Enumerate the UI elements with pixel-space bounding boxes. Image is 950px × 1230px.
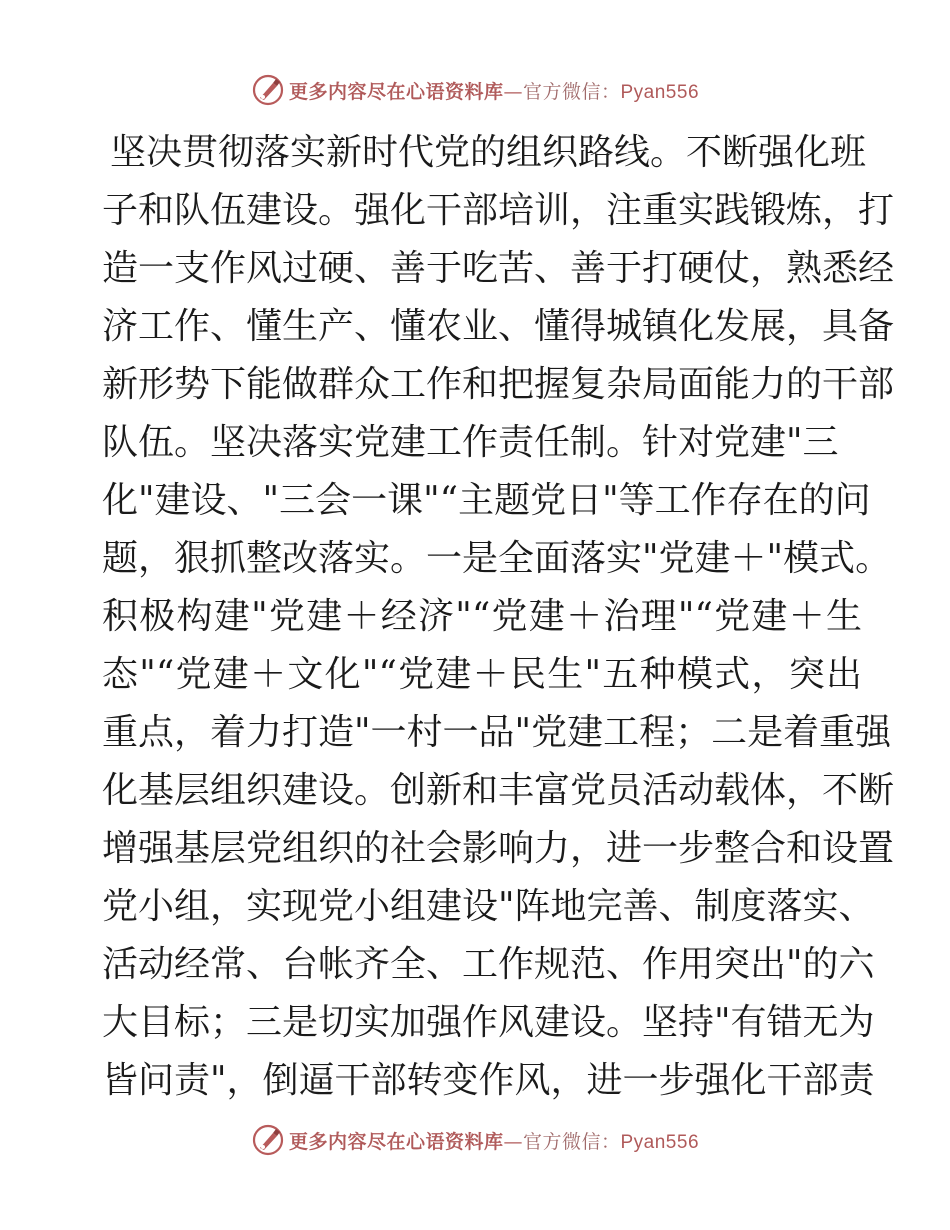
body-line: 题，狠抓整改落实。一是全面落实"党建＋"模式。	[102, 538, 892, 579]
body-line: 重点，着力打造"一村一品"党建工程；二是着重强	[102, 712, 892, 753]
body-line: 造一支作风过硬、善于吃苦、善于打硬仗，熟悉经	[102, 248, 895, 289]
body-line: 增强基层党组织的社会影响力，进一步整合和设置	[102, 828, 895, 869]
header-banner-text	[289, 77, 699, 104]
footer-wechat-label: 官方微信：	[522, 1130, 621, 1153]
body-line: 化"建设、"三会一课"“主题党日"等工作存在的问	[102, 480, 871, 521]
body-line: 新形势下能做群众工作和把握复杂局面能力的干部	[102, 364, 895, 405]
body-line: 态"“党建＋文化"“党建＋民生"五种模式，突出	[102, 654, 862, 695]
body-line: 坚决贯彻落实新时代党的组织路线。不断强化班	[110, 132, 867, 173]
footer-banner-text	[289, 1127, 699, 1154]
fountain-pen-logo-icon	[251, 1123, 285, 1157]
body-line: 大目标；三是切实加强作风建设。坚持"有错无为	[102, 1002, 875, 1043]
header-banner-label: 更多内容尽在心语资料库	[288, 80, 504, 103]
header-banner-dash: —	[503, 80, 523, 103]
body-line: 化基层组织建设。创新和丰富党员活动载体，不断	[102, 770, 895, 811]
body-line: 党小组，实现党小组建设"阵地完善、制度落实、	[102, 886, 875, 927]
body-line: 子和队伍建设。强化干部培训，注重实践锻炼，打	[102, 190, 895, 231]
header-wechat-id: Pyan556	[620, 81, 700, 103]
document-body	[102, 124, 895, 1110]
header-banner	[0, 68, 950, 112]
footer-wechat-id: Pyan556	[620, 1131, 700, 1153]
header-wechat-label: 官方微信：	[522, 80, 621, 103]
body-line: 队伍。坚决落实党建工作责任制。针对党建"三	[102, 422, 839, 463]
body-line: 济工作、懂生产、懂农业、懂得城镇化发展，具备	[102, 306, 895, 347]
body-line: 积极构建"党建＋经济"“党建＋治理"“党建＋生	[102, 596, 862, 637]
fountain-pen-logo-icon	[251, 73, 285, 107]
footer-banner	[0, 1118, 950, 1162]
body-line: 皆问责"，倒逼干部转变作风，进一步强化干部责	[102, 1060, 875, 1101]
footer-banner-label: 更多内容尽在心语资料库	[288, 1130, 504, 1153]
body-line: 活动经常、台帐齐全、工作规范、作用突出"的六	[102, 944, 875, 985]
footer-banner-dash: —	[503, 1130, 523, 1153]
